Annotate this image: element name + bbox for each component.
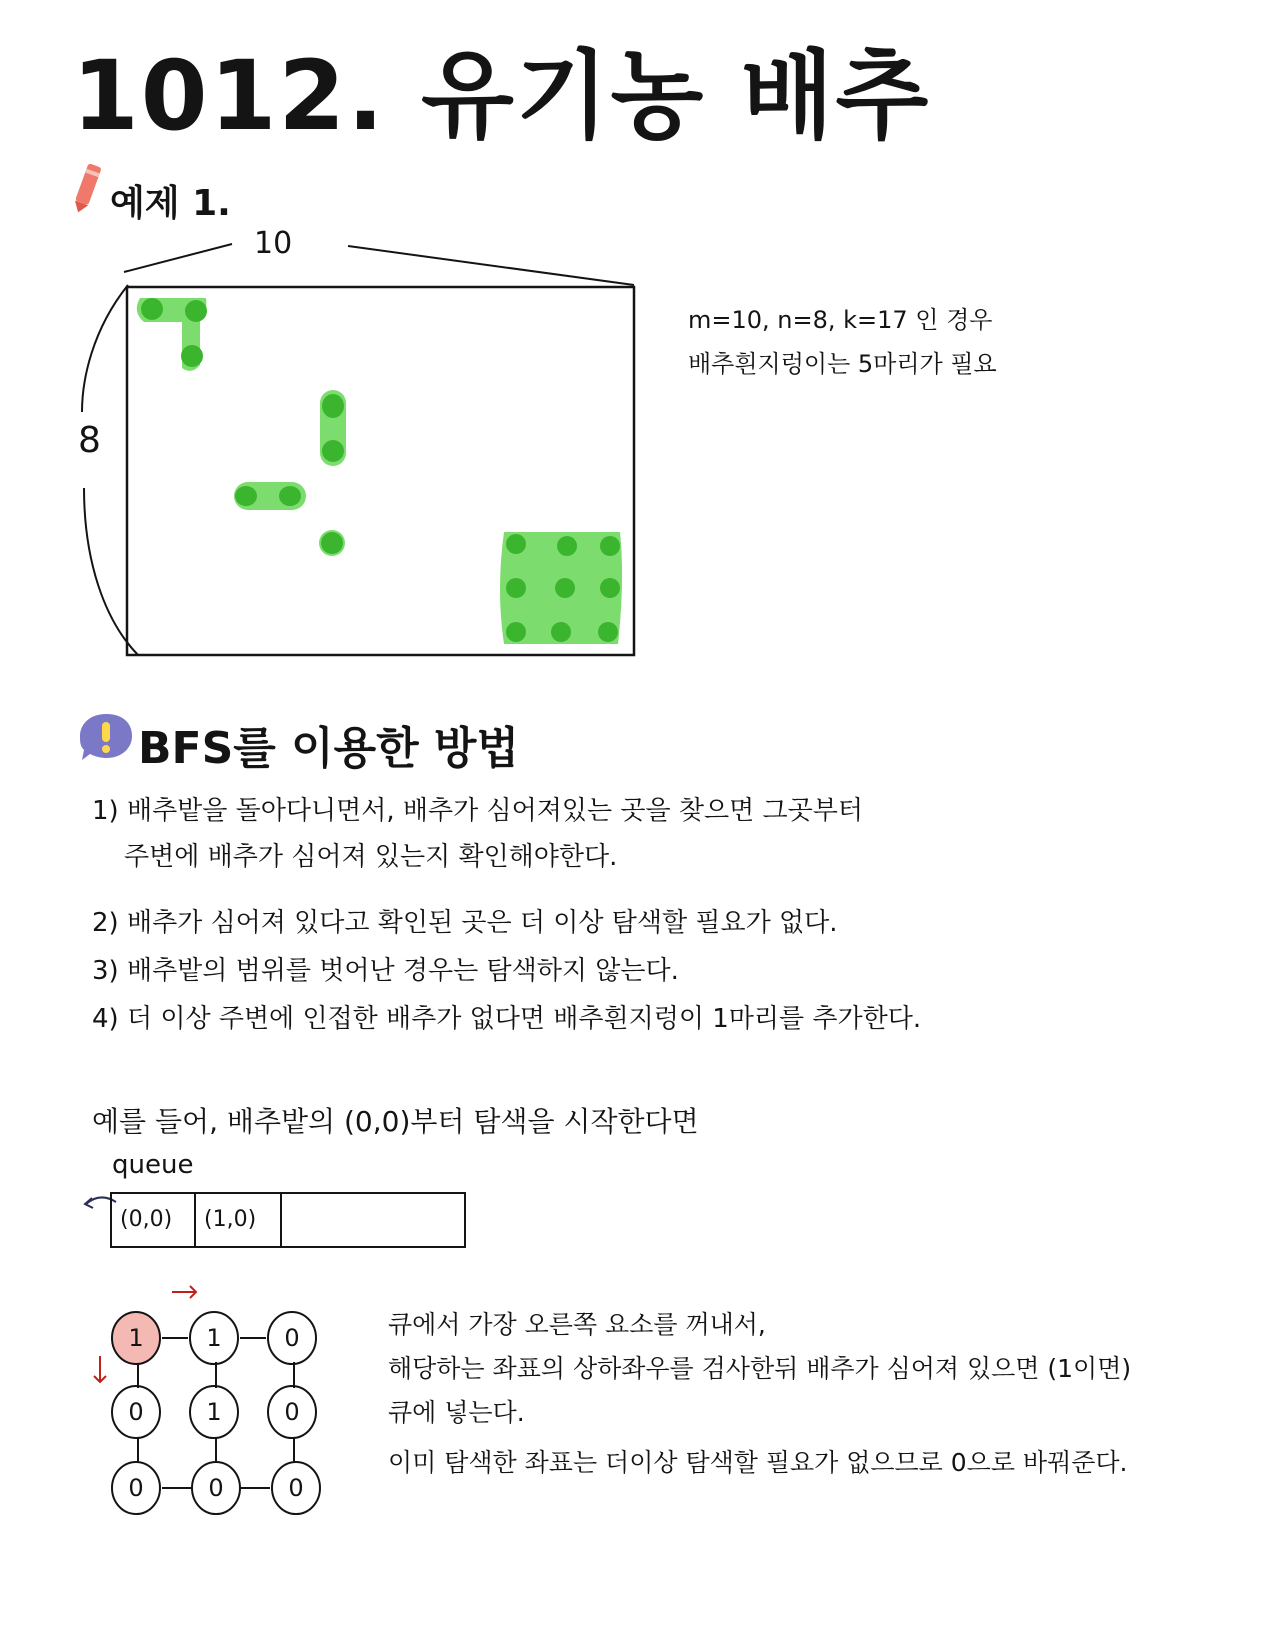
grid-value: 0 (128, 1474, 144, 1502)
explanation-line: 큐에 넣는다. (388, 1398, 525, 1427)
queue-cell (280, 1192, 466, 1248)
example-heading: 예제 1. (110, 183, 231, 224)
step-3: 3) 배추밭의 범위를 벗어난 경우는 탐색하지 않는다. (92, 956, 679, 986)
width-brace-left (124, 244, 232, 272)
info-line-1: m=10, n=8, k=17 인 경우 (688, 306, 993, 334)
height-brace-bottom (84, 488, 138, 655)
cabbage-groups (137, 298, 622, 644)
height-label: 8 (78, 420, 101, 461)
grid-value: 0 (208, 1474, 224, 1502)
bfs-heading: BFS를 이용한 방법 (138, 723, 519, 774)
info-line-2: 배추흰지렁이는 5마리가 필요 (688, 350, 997, 378)
queue-cell: (1,0) (194, 1192, 282, 1248)
grid-value: 0 (288, 1474, 304, 1502)
queue-label: queue (112, 1150, 194, 1180)
width-brace-right (348, 246, 634, 285)
step-1: 1) 배추밭을 돌아다니면서, 배추가 심어져있는 곳을 찾으면 그곳부터 (92, 796, 863, 826)
explanation-line: 큐에서 가장 오른쪽 요소를 꺼내서, (388, 1310, 766, 1339)
grid-value: 1 (206, 1398, 222, 1426)
example-sentence: 예를 들어, 배추밭의 (0,0)부터 탐색을 시작한다면 (92, 1105, 699, 1138)
grid-graph (90, 1280, 350, 1520)
step-1-cont: 주변에 배추가 심어져 있는지 확인해야한다. (124, 842, 618, 872)
explanation-line: 이미 탐색한 좌표는 더이상 탐색할 필요가 없으므로 0으로 바꿔준다. (388, 1448, 1128, 1477)
grid-value: 0 (128, 1398, 144, 1426)
example-info (688, 298, 997, 386)
grid-value: 1 (206, 1324, 222, 1352)
queue-cell: (0,0) (110, 1192, 196, 1248)
grid-value: 0 (284, 1398, 300, 1426)
page-title: 1012. 유기농 배추 (72, 40, 931, 152)
width-label: 10 (254, 226, 293, 261)
step-4: 4) 더 이상 주변에 인접한 배추가 없다면 배추흰지렁이 1마리를 추가한다. (92, 1004, 922, 1034)
grid-value: 0 (284, 1324, 300, 1352)
explanation-line: 해당하는 좌표의 상하좌우를 검사한뒤 배추가 심어져 있으면 (1이면) (388, 1354, 1132, 1383)
grid-value: 1 (128, 1324, 144, 1352)
step-2: 2) 배추가 심어져 있다고 확인된 곳은 더 이상 탐색할 필요가 없다. (92, 908, 838, 938)
exclamation-speech-bubble-icon (78, 712, 134, 762)
height-brace-top (82, 285, 128, 412)
